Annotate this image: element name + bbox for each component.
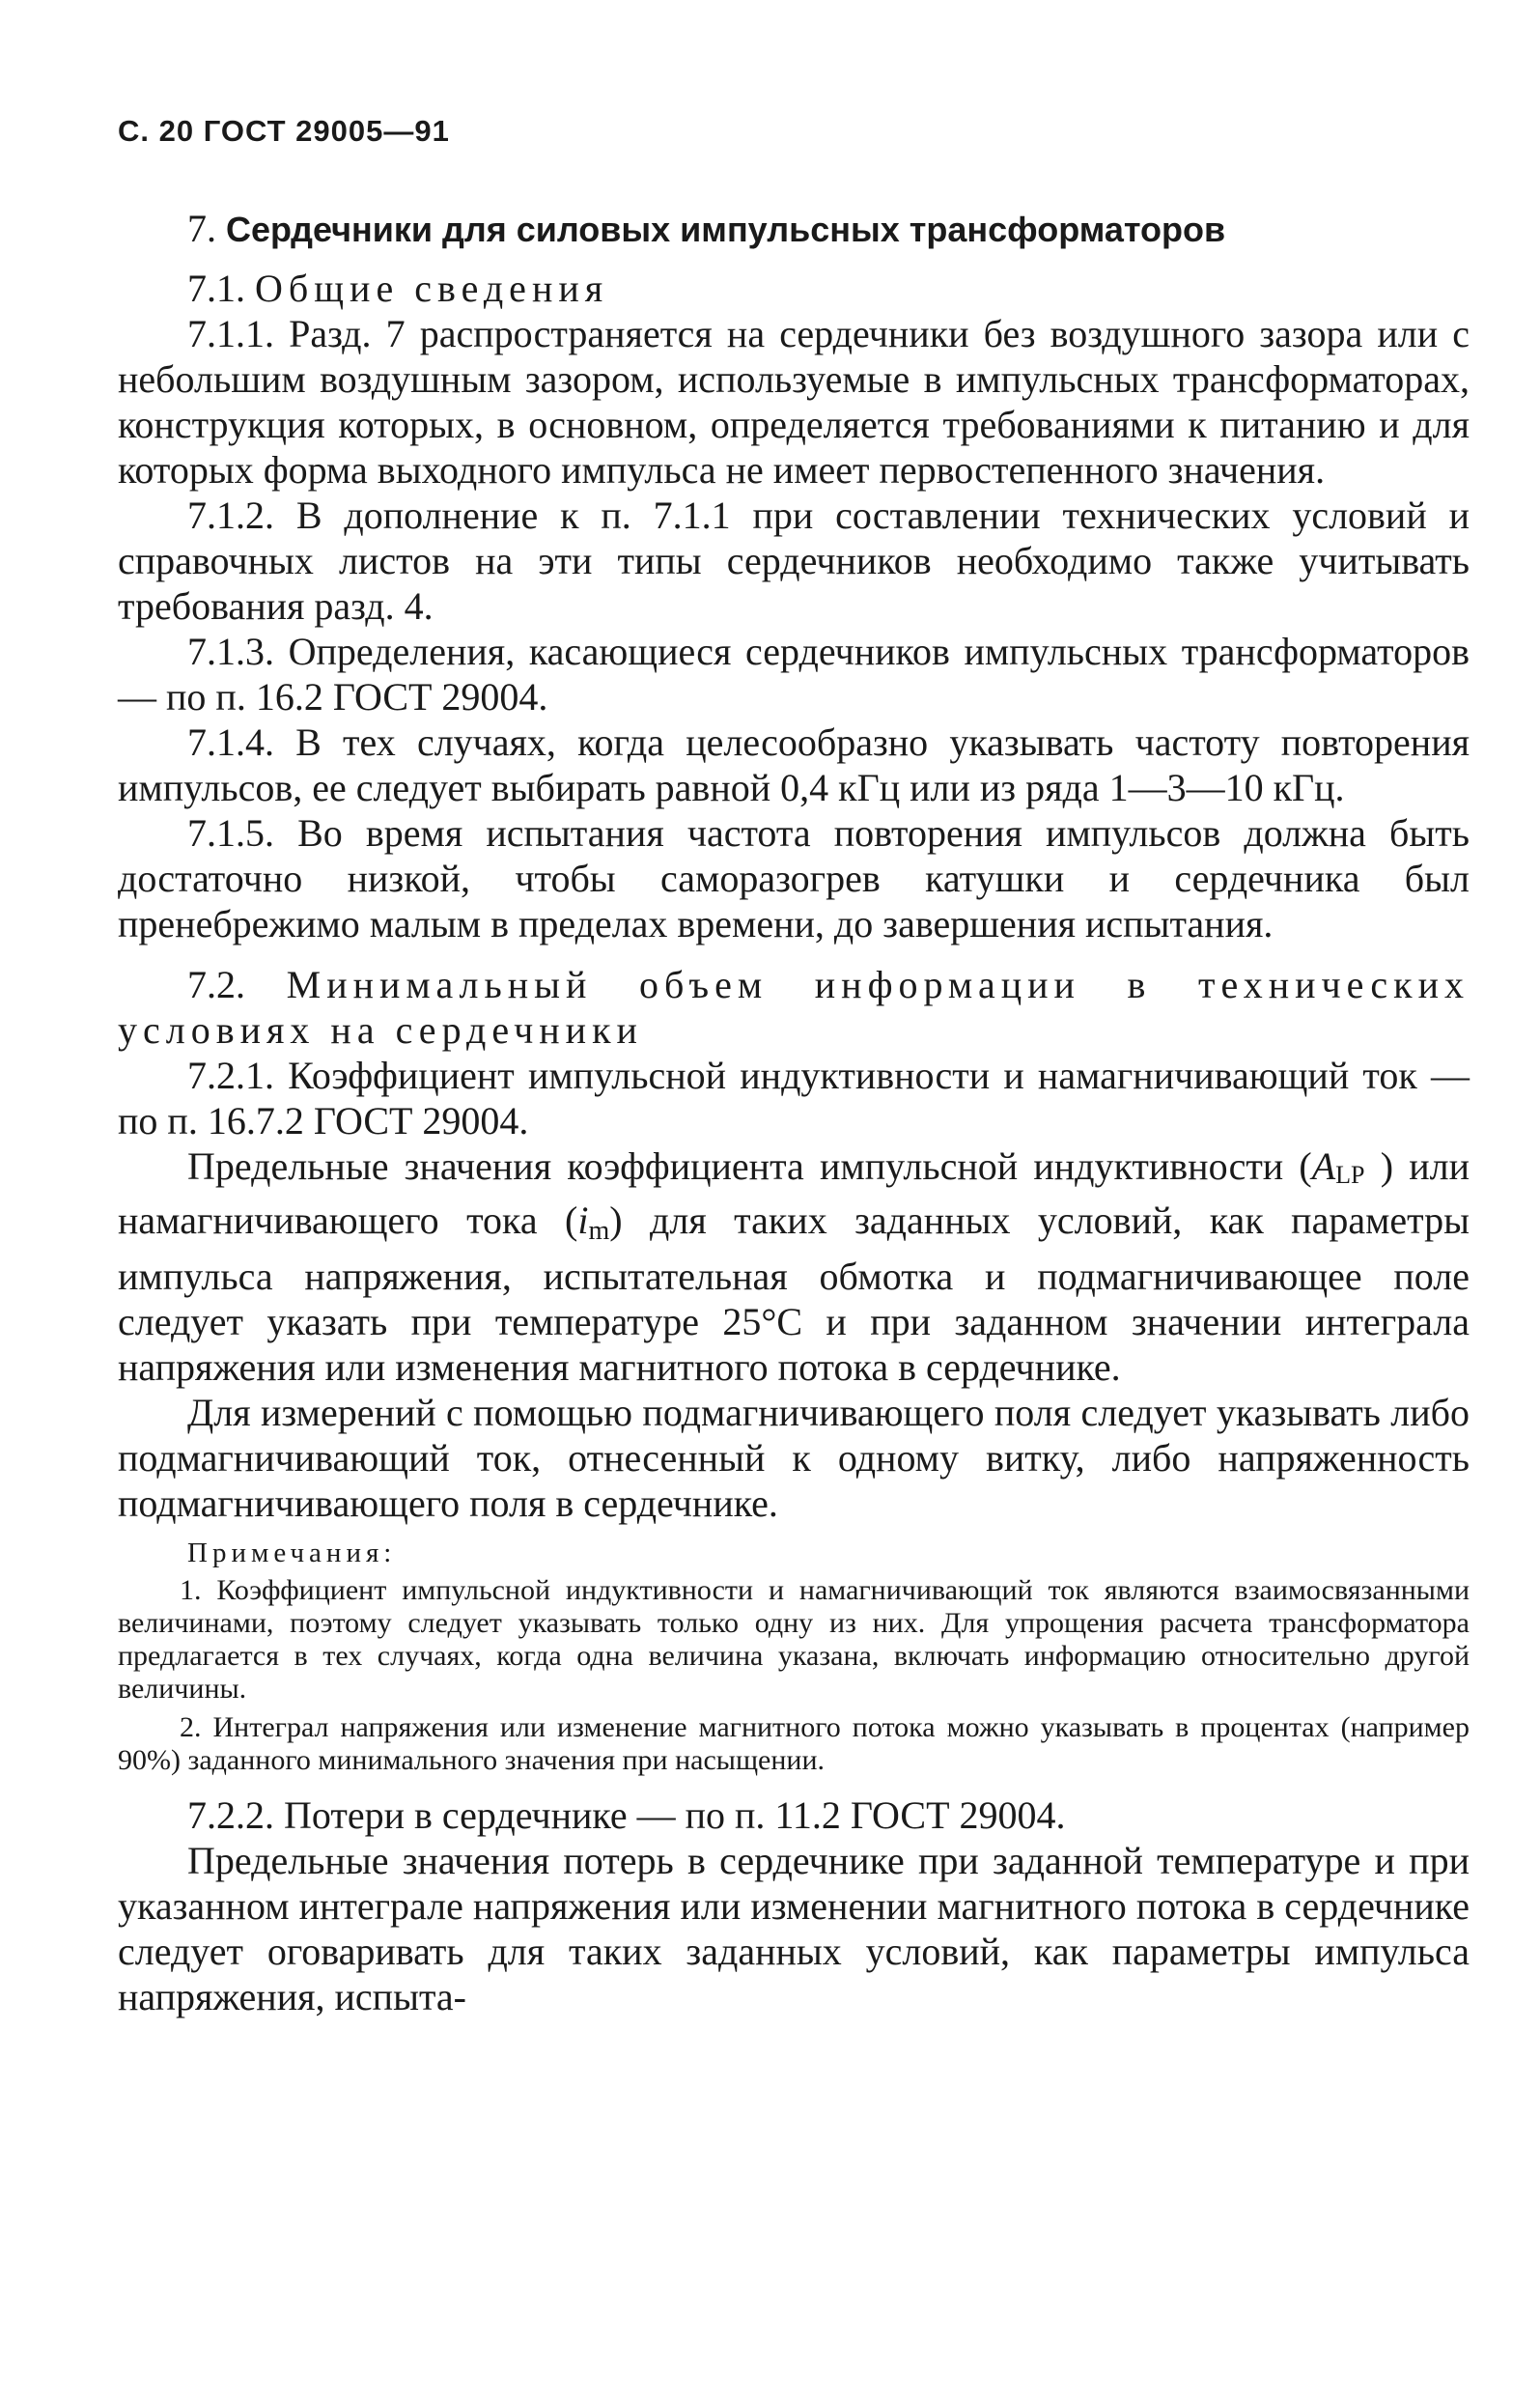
limits-text-mid: ) или намагничивающего тока ( (118, 1144, 1470, 1242)
symbol-i: i (577, 1199, 589, 1242)
symbol-a: A (1311, 1144, 1336, 1188)
paragraph-7-1-2: 7.1.2. В дополнение к п. 7.1.1 при составлении технических условий и справочных листов на эти типы сердечников необходимо также учитывать требования разд. 4. (118, 494, 1470, 628)
notes-title: Примечания: (187, 1538, 397, 1568)
subsection-7-1-title: Общие сведения (255, 267, 609, 310)
page-header: С. 20 ГОСТ 29005—91 (118, 114, 450, 148)
subsection-7-1-heading (118, 266, 1470, 311)
symbol-a-subscript: LP (1335, 1161, 1365, 1189)
paragraph-7-1-4: 7.1.4. В тех случаях, когда целесообразно указывать частоту повторения импульсов, ее следует выбирать равной 0,4 кГц или из ряда 1—3—10 кГц. (118, 720, 1470, 809)
section-7-number: 7. (187, 207, 216, 250)
notes-block (118, 1536, 1470, 1777)
paragraph-7-2-2-limits: Предельные значения потерь в сердечнике при заданной температуре и при указанном интеграле напряжения или изменении магнитного потока в сердечнике следует оговаривать для таких заданных условий, как параметры импульса напряжения, испыта- (118, 1839, 1470, 2018)
note-1: 1. Коэффициент импульсной индуктивности и намагничивающий ток являются взаимосвязанными величинами, поэтому следует указывать только одну из них. Для упрощения расчета трансформатора предлагается в тех случаях, когда одна величина указана, включать информацию относительно другой величины. (118, 1574, 1470, 1705)
section-7-title-text: Сердечники для силовых импульсных трансформаторов (226, 210, 1226, 249)
paragraph-7-1-5: 7.1.5. Во время испытания частота повторения импульсов должна быть достаточно низкой, чтобы саморазогрев катушки и сердечника был пренебрежимо малым в пределах времени, до завершения испытания. (118, 811, 1470, 945)
paragraph-7-1-1: 7.1.1. Разд. 7 распространяется на сердечники без воздушного зазора или с небольшим воздушным зазором, используемые в импульсных трансформаторах, конструкция которых, в основном, определяется требованиями к питанию и для которых форма выходного импульса не имеет первостепенного значения. (118, 312, 1470, 492)
subsection-7-2-title: Минимальный объем информации в технических условиях на сердечники (118, 963, 1470, 1052)
paragraph-7-2-2: 7.2.2. Потери в сердечнике — по п. 11.2 ГОСТ 29004. (187, 1793, 1066, 1837)
paragraph-7-2-1-limits (118, 1143, 1470, 1390)
note-2: 2. Интеграл напряжения или изменение магнитного потока можно указывать в процентах (например 90%) заданного минимального значения при насыщении. (118, 1711, 1470, 1776)
paragraph-7-1-3: 7.1.3. Определения, касающиеся сердечников импульсных трансформаторов — по п. 16.2 ГОСТ 29004. (118, 630, 1470, 719)
subsection-7-1-number: 7.1. (187, 267, 245, 310)
symbol-i-subscript: m (588, 1216, 610, 1246)
limits-text-start: Предельные значения коэффициента импульсной индуктивности ( (187, 1144, 1312, 1188)
subsection-7-2-number: 7.2. (187, 963, 245, 1006)
section-7-title (118, 206, 1470, 252)
paragraph-7-2-1-bias: Для измерений с помощью подмагничивающего поля следует указывать либо подмагничивающий ток, отнесенный к одному витку, либо напряженность подмагничивающего поля в сердечнике. (118, 1391, 1470, 1525)
page-content (118, 198, 1470, 2019)
subsection-7-2-heading (118, 962, 1470, 1053)
paragraph-7-2-1: 7.2.1. Коэффициент импульсной индуктивности и намагничивающий ток — по п. 16.7.2 ГОСТ 29004. (118, 1054, 1470, 1143)
limits-text-end: ) для таких заданных условий, как параметры импульса напряжения, испытательная обмотка и подмагничивающее поле следует указать при температуре 25°С и при заданном значении интеграла напряжения или изменения магнитного потока в сердечнике. (118, 1199, 1470, 1389)
